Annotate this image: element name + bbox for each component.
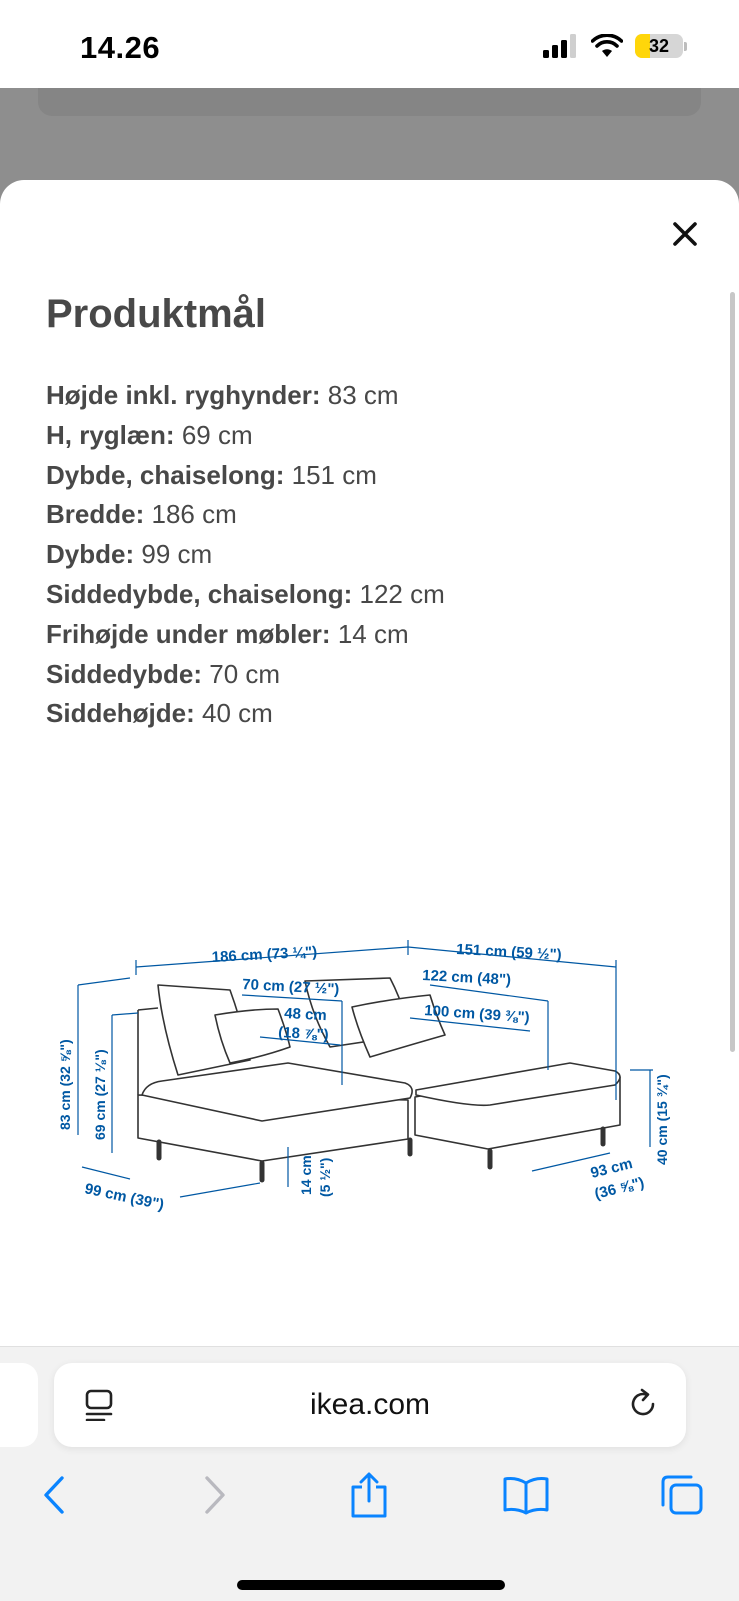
dim-label-depth-93: 93 cm — [588, 1155, 635, 1182]
cellular-signal-icon — [543, 34, 579, 58]
status-bar — [0, 0, 739, 88]
dim-label-depth-99: 99 cm (39") — [83, 1180, 166, 1214]
dim-label-depth-93-inch: (36 ⅝") — [592, 1174, 646, 1203]
dimension-item — [46, 376, 445, 416]
dimension-item — [46, 456, 445, 496]
dim-label-width: 186 cm (73 ¼") — [211, 943, 318, 966]
browser-toolbar — [0, 1467, 739, 1523]
share-icon — [349, 1472, 389, 1518]
dimension-label: Dybde: — [46, 539, 135, 570]
battery-indicator — [635, 34, 687, 58]
dimension-label: Siddehøjde: — [46, 698, 195, 729]
dim-label-clearance-inch: (5 ½") — [317, 1157, 333, 1197]
dim-label-chaise-seat-depth: 122 cm (48") — [421, 967, 512, 989]
sofa-dimension-diagram — [50, 935, 695, 1255]
dimension-item — [46, 575, 445, 615]
dimension-label: Siddedybde, chaiselong: — [46, 578, 353, 609]
url-text[interactable]: ikea.com — [309, 1388, 431, 1421]
dim-label-chaise-100: 100 cm (39 ⅜") — [423, 1002, 531, 1027]
scrollbar[interactable] — [730, 292, 735, 1052]
dimension-value: 40 cm — [202, 698, 273, 729]
dim-label-height-69: 69 cm (27 ⅛") — [92, 1049, 108, 1140]
dimension-item — [46, 535, 445, 575]
bookmarks-button[interactable] — [498, 1467, 554, 1523]
tabs-icon — [660, 1474, 704, 1516]
dimension-item — [46, 495, 445, 535]
close-icon[interactable] — [667, 216, 703, 252]
dimension-item — [46, 694, 445, 734]
browser-bottom-bar — [0, 1346, 739, 1601]
back-button[interactable] — [27, 1467, 83, 1523]
bookmarks-book-icon — [502, 1475, 550, 1515]
dimension-item — [46, 416, 445, 456]
dimension-value: 83 cm — [327, 380, 399, 410]
dim-label-clearance: 14 cm — [298, 1155, 314, 1195]
dimension-label: Frihøjde under møbler: — [46, 618, 331, 649]
dim-label-chaise-depth: 151 cm (59 ½") — [455, 941, 563, 964]
address-bar[interactable] — [54, 1363, 686, 1447]
dim-label-seat-height-40: 40 cm (15 ¾") — [654, 1074, 670, 1165]
share-button[interactable] — [341, 1467, 397, 1523]
dimension-value: 70 cm — [209, 658, 281, 689]
dimensions-list — [46, 376, 445, 734]
dim-label-cushion-48-inch: (18 ⅞") — [277, 1024, 330, 1044]
dimension-item — [46, 655, 445, 695]
dim-label-cushion-48: 48 cm — [283, 1005, 328, 1025]
dimension-label: Bredde: — [46, 499, 145, 530]
back-frame — [138, 1008, 158, 1010]
status-icons — [543, 34, 687, 58]
previous-tab-preview[interactable] — [0, 1363, 38, 1447]
battery-percent: 32 — [648, 36, 670, 56]
page-title: Produktmål — [46, 292, 267, 336]
dimension-label: H, ryglæn: — [46, 419, 175, 450]
home-indicator[interactable] — [237, 1580, 505, 1590]
clock: 14.26 — [80, 30, 161, 65]
dimension-value: 151 cm — [291, 459, 377, 490]
dimension-label: Dybde, chaiselong: — [46, 459, 285, 490]
wifi-icon — [591, 34, 623, 58]
dimension-value: 14 cm — [337, 618, 409, 649]
dimension-value: 69 cm — [181, 419, 253, 450]
reload-icon[interactable] — [626, 1387, 660, 1421]
background-card — [38, 88, 701, 116]
dimension-label: Højde inkl. ryghynder: — [46, 380, 321, 410]
back-chevron-icon — [40, 1475, 70, 1515]
dimension-value: 186 cm — [151, 499, 237, 530]
dimension-value: 99 cm — [141, 539, 213, 570]
product-dimensions-sheet — [0, 180, 739, 1346]
dimension-value: 122 cm — [359, 578, 445, 609]
dim-label-height-83: 83 cm (32 ⅝") — [57, 1039, 73, 1130]
dimension-item — [46, 615, 445, 655]
forward-chevron-icon — [199, 1475, 229, 1515]
dimension-label: Siddedybde: — [46, 658, 203, 689]
dim-label-seat-depth: 70 cm (27 ½") — [241, 976, 340, 999]
tabs-button[interactable] — [654, 1467, 710, 1523]
forward-button[interactable] — [186, 1467, 242, 1523]
